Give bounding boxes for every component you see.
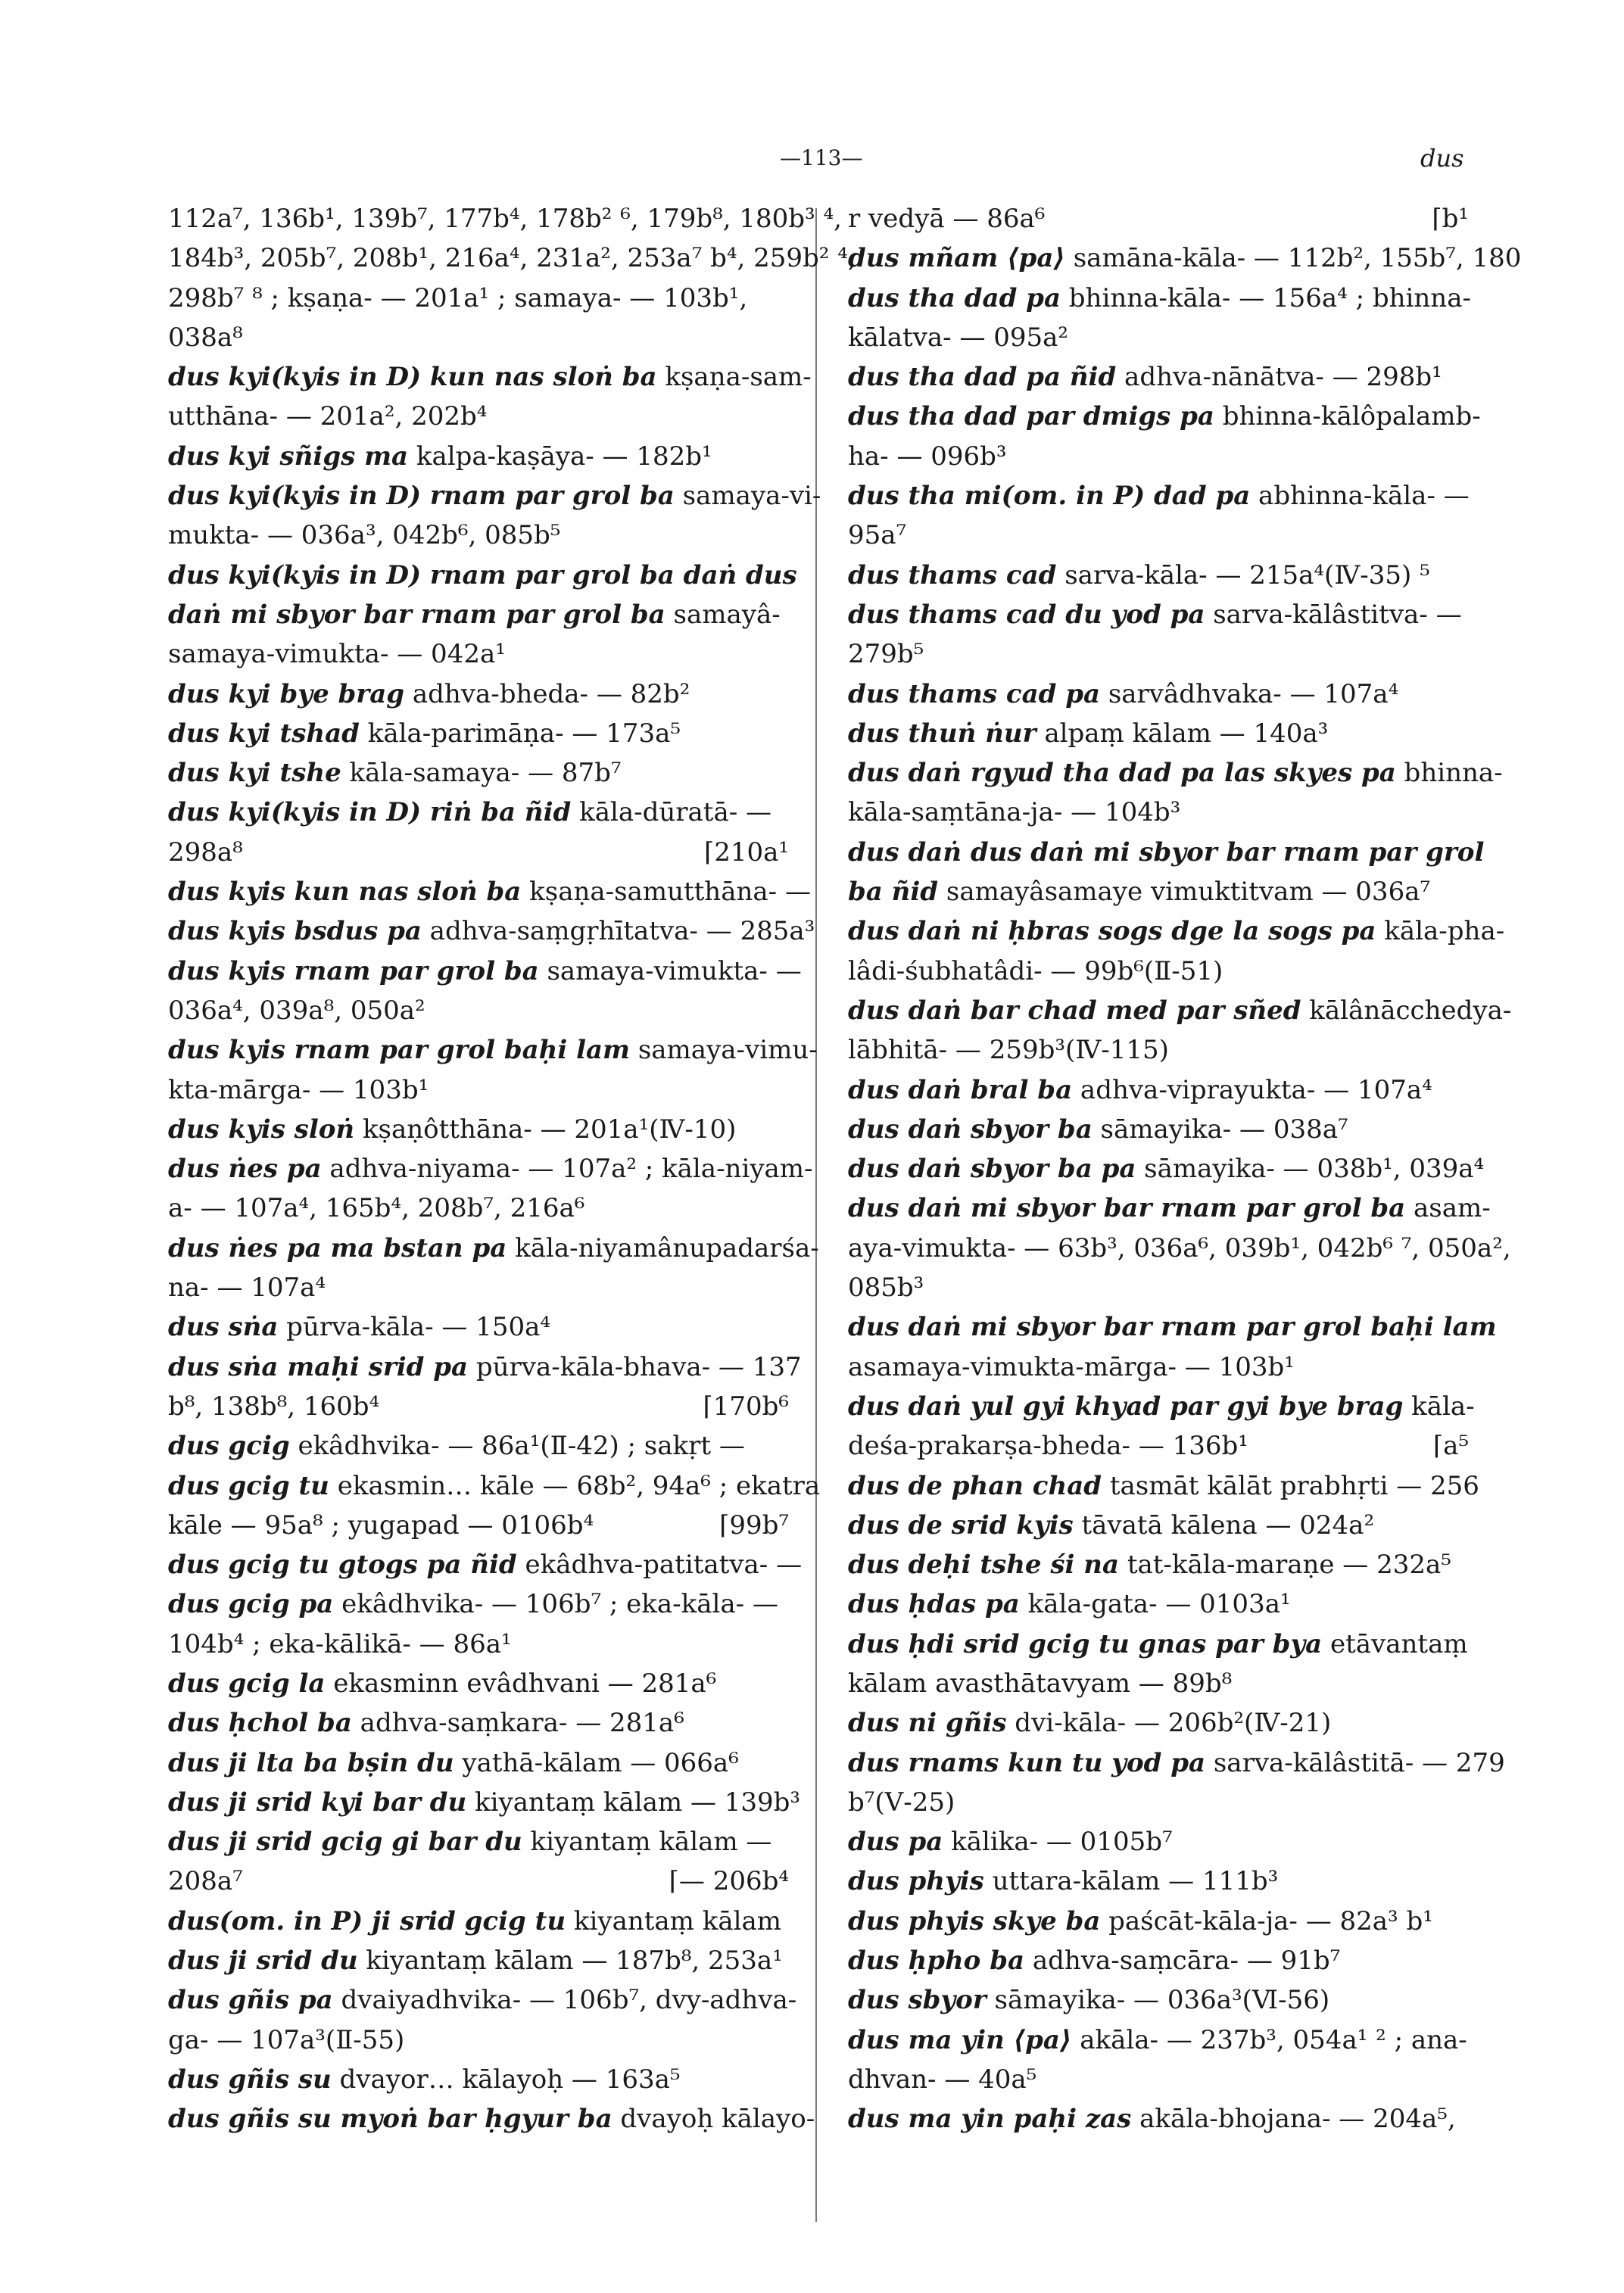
tibetan-headword: dus gcig la [168, 1668, 326, 1699]
tibetan-headword: dus thuṅ ṅur [848, 718, 1036, 749]
dictionary-line [848, 675, 1469, 714]
dictionary-line [168, 1347, 802, 1387]
tibetan-headword: dus gcig [168, 1431, 290, 1462]
dictionary-line [168, 675, 789, 714]
tibetan-headword: dus gcig tu [168, 1470, 329, 1501]
dictionary-line [168, 1941, 789, 1980]
sanskrit-equivalent: kālânācchedya- [1301, 995, 1512, 1026]
tibetan-headword: dus de phan chad [848, 1470, 1102, 1501]
sanskrit-equivalent: sarva-kālâstitā- — 279 [1205, 1747, 1505, 1778]
dictionary-line [168, 357, 812, 397]
sanskrit-equivalent: ekâdhva-patitatva- — [516, 1550, 803, 1581]
dictionary-line [848, 199, 1469, 238]
sanskrit-equivalent: akāla-bhojana- — 204a⁵, [1131, 2104, 1456, 2135]
sanskrit-equivalent: kālam avasthātavyam — 89b⁸ [848, 1668, 1233, 1699]
dictionary-line [848, 1625, 1469, 1664]
sanskrit-equivalent: dvi-kāla- — 206b²(Ⅳ-21) [1006, 1708, 1332, 1739]
left-column [168, 199, 856, 2139]
sanskrit-equivalent: kiyantaṃ kālam — 187b⁸, 253a¹ [357, 1946, 783, 1977]
sanskrit-equivalent: abhinna-kāla- — [1250, 481, 1470, 512]
dictionary-line [168, 1030, 818, 1070]
sanskrit-equivalent: sāmayika- — 038b¹, 039a⁴ [1136, 1154, 1485, 1185]
dictionary-line [168, 952, 802, 991]
tibetan-headword: dus ji lta ba bṣin du [168, 1747, 454, 1778]
tibetan-headword: dus de srid kyis [848, 1509, 1074, 1541]
tibetan-headword: dus tha dad pa [848, 282, 1061, 313]
sanskrit-equivalent: adhva-saṃcāra- — 91b⁷ [1024, 1946, 1341, 1977]
dictionary-line [168, 279, 789, 318]
dictionary-line [848, 2099, 1469, 2139]
tibetan-headword: dus gcig tu gtogs pa ñid [168, 1550, 517, 1581]
dictionary-line [848, 1030, 1469, 1070]
tibetan-headword: dus rnams kun tu yod pa [848, 1747, 1206, 1778]
dictionary-line [168, 437, 789, 476]
dictionary-line [168, 1703, 789, 1743]
sanskrit-equivalent: 279b⁵ [848, 639, 924, 670]
tibetan-headword: dus sṅa maḥi srid pa [168, 1351, 469, 1382]
sanskrit-equivalent: adhva-saṃgṛhītatva- — 285a³ [421, 916, 815, 947]
dictionary-line [848, 1862, 1469, 1901]
sanskrit-equivalent: ga- — 107a³(Ⅱ-55) [168, 2024, 405, 2055]
sanskrit-equivalent: 298a⁸ [168, 837, 243, 868]
sanskrit-equivalent: kta-mārga- — 103b¹ [168, 1074, 429, 1105]
dictionary-line [848, 1902, 1469, 1941]
dictionary-line [168, 238, 856, 278]
dictionary-line [848, 1822, 1469, 1862]
dictionary-line [168, 1625, 789, 1664]
sanskrit-equivalent: 085b³ [848, 1273, 924, 1304]
tibetan-headword: dus kyis rnam par grol ba [168, 955, 539, 986]
dictionary-line [848, 1347, 1469, 1387]
sanskrit-equivalent: adhva-saṃkara- — 281a⁶ [351, 1708, 684, 1739]
dictionary-line [848, 238, 1522, 278]
tibetan-headword: dus ji srid kyi bar du [168, 1787, 467, 1818]
tibetan-headword: dus tha mi(om. in P) dad pa [848, 481, 1251, 512]
sanskrit-equivalent: kāla-pha- [1376, 916, 1505, 947]
dictionary-line [848, 397, 1481, 436]
sanskrit-equivalent: kāla-gata- — 0103a¹ [1019, 1589, 1291, 1620]
tibetan-headword: dus daṅ bral ba [848, 1074, 1073, 1105]
sanskrit-equivalent: kāla- [1403, 1391, 1475, 1422]
sanskrit-equivalent: sarva-kāla- — 215a⁴(Ⅳ-35) ⁵ [1056, 559, 1430, 590]
tibetan-headword: dus kyi(kyis in D) kun nas sloṅ ba [168, 362, 657, 393]
sanskrit-equivalent: kāla-niyamânupadarśa- [507, 1232, 819, 1263]
dictionary-line [168, 476, 821, 516]
sanskrit-equivalent: bhinna-kālôpalamb- [1214, 401, 1481, 432]
dictionary-line [848, 753, 1503, 793]
dictionary-line [848, 1229, 1511, 1268]
sanskrit-equivalent: bhinna-kāla- — 156a⁴ ; bhinna- [1060, 282, 1471, 313]
dictionary-line [848, 2020, 1469, 2060]
sanskrit-equivalent: samaya-vimukta- — [538, 955, 802, 986]
sanskrit-equivalent: alpaṃ kālam — 140a³ [1036, 718, 1329, 749]
dictionary-line [848, 1307, 1497, 1347]
running-head: dus [1420, 144, 1464, 173]
tibetan-headword: dus ma yin ⟨pa⟩ [848, 2024, 1072, 2055]
sanskrit-equivalent: tat-kāla-maraṇe — 232a⁵ [1119, 1550, 1451, 1581]
sanskrit-equivalent: 95a⁷ [848, 520, 907, 551]
sanskrit-equivalent: 112a⁷, 136b¹, 139b⁷, 177b⁴, 178b² ⁶, 179b⁸, 180b³ ⁴, [168, 204, 842, 234]
dictionary-line [848, 1506, 1469, 1545]
dictionary-line [168, 1584, 789, 1624]
dictionary-line [848, 556, 1469, 595]
dictionary-line [168, 1070, 789, 1110]
sanskrit-equivalent: samayâ- [665, 599, 781, 630]
dictionary-line [168, 1545, 803, 1584]
sanskrit-equivalent: adhva-niyama- — 107a² ; kāla-niyam- [321, 1154, 813, 1185]
sanskrit-equivalent: kalpa-kaṣāya- — 182b¹ [408, 441, 712, 472]
sanskrit-equivalent: kālika- — 0105b⁷ [943, 1827, 1173, 1858]
tibetan-headword: dus ṅes pa [168, 1154, 322, 1185]
dictionary-line [168, 1980, 797, 2020]
tibetan-headword: dus kyis rnam par grol baḥi lam [168, 1035, 631, 1066]
tibetan-headword: dus deḥi tshe śi na [848, 1550, 1120, 1581]
tibetan-headword: dus kyi sñigs ma [168, 441, 409, 472]
sanskrit-equivalent: ekasmin… kāle — 68b², 94a⁶ ; ekatra [329, 1470, 821, 1501]
margin-reference: ⌈— 206b⁴ [669, 1866, 789, 1897]
tibetan-headword: dus thams cad du yod pa [848, 599, 1205, 630]
tibetan-headword: dus kyis bsdus pa [168, 916, 422, 947]
dictionary-line [168, 1664, 789, 1703]
tibetan-headword: ba ñid [848, 877, 939, 908]
sanskrit-equivalent: uttara-kālam — 111b³ [983, 1866, 1279, 1897]
sanskrit-equivalent: kiyantaṃ kālam [566, 1905, 781, 1936]
sanskrit-equivalent: asamaya-vimukta-mārga- — 103b¹ [848, 1351, 1295, 1382]
dictionary-line [848, 1664, 1469, 1703]
sanskrit-equivalent: kṣaṇa-samutthāna- — [521, 877, 811, 908]
sanskrit-equivalent: samaya-vimu- [630, 1035, 818, 1066]
tibetan-headword: dus ji srid gcig gi bar du [168, 1827, 522, 1858]
sanskrit-equivalent: asam- [1405, 1193, 1491, 1224]
dictionary-line [168, 872, 811, 911]
dictionary-line [168, 1110, 789, 1149]
dictionary-line [848, 318, 1469, 357]
tibetan-headword: dus thams cad pa [848, 678, 1101, 709]
right-column [848, 199, 1522, 2139]
dictionary-line [848, 2060, 1469, 2099]
dictionary-line [848, 1149, 1485, 1189]
tibetan-headword: dus kyi bye brag [168, 678, 405, 709]
sanskrit-equivalent: samaya-vimukta- — 042a¹ [168, 639, 506, 670]
sanskrit-equivalent: kiyantaṃ kālam — 139b³ [466, 1787, 801, 1818]
dictionary-line [848, 1584, 1469, 1624]
sanskrit-equivalent: samayâsamaye vimuktitvam — 036a⁷ [938, 877, 1431, 908]
dictionary-line [848, 357, 1469, 397]
dictionary-line [848, 1110, 1469, 1149]
tibetan-headword: daṅ mi sbyor bar rnam par grol ba [168, 599, 665, 630]
sanskrit-equivalent: sāmayika- — 036a³(Ⅵ-56) [986, 1985, 1330, 2016]
sanskrit-equivalent: bhinna- [1395, 758, 1503, 789]
tibetan-headword: dus sṅa [168, 1312, 279, 1343]
dictionary-line [168, 1902, 789, 1941]
tibetan-headword: dus phyis [848, 1866, 984, 1897]
tibetan-headword: dus ḥpho ba [848, 1946, 1025, 1977]
dictionary-line [848, 1070, 1469, 1110]
dictionary-line [168, 516, 789, 555]
dictionary-line [168, 556, 797, 595]
sanskrit-equivalent: sarvâdhvaka- — 107a⁴ [1100, 678, 1399, 709]
sanskrit-equivalent: tāvatā kālena — 024a² [1073, 1509, 1375, 1541]
tibetan-headword: dus thams cad [848, 559, 1057, 590]
sanskrit-equivalent: 184b³, 205b⁷, 208b¹, 216a⁴, 231a², 253a⁷ b⁴, 259b² ⁴, [168, 243, 856, 274]
sanskrit-equivalent: sarva-kālâstitva- — [1205, 599, 1462, 630]
sanskrit-equivalent: ekâdhvika- — 106b⁷ ; eka-kāla- — [333, 1589, 778, 1620]
dictionary-line [168, 1783, 801, 1822]
sanskrit-equivalent: samaya-vi- [674, 481, 821, 512]
dictionary-line [848, 437, 1469, 476]
dictionary-line [848, 1268, 1469, 1307]
sanskrit-equivalent: kṣaṇôtthāna- — 201a¹(Ⅳ-10) [354, 1114, 737, 1145]
dictionary-line [848, 1426, 1469, 1466]
sanskrit-equivalent: tasmāt kālāt prabhṛti — 256 [1102, 1470, 1479, 1501]
margin-reference: ⌈99b⁷ [719, 1509, 789, 1541]
sanskrit-equivalent: r vedyā — 86a⁶ [848, 204, 1046, 234]
tibetan-headword: dus kyi(kyis in D) rnam par grol ba daṅ dus [168, 559, 797, 590]
sanskrit-equivalent: 104b⁴ ; eka-kālikā- — 86a¹ [168, 1628, 512, 1659]
tibetan-headword: dus daṅ ni ḥbras sogs dge la sogs pa [848, 916, 1376, 947]
margin-reference: ⌈210a¹ [703, 837, 789, 868]
sanskrit-equivalent: pūrva-kāla- — 150a⁴ [278, 1312, 550, 1343]
margin-reference: ⌈a⁵ [1432, 1431, 1469, 1462]
tibetan-headword: dus ji srid du [168, 1946, 358, 1977]
dictionary-line [848, 1783, 1469, 1822]
sanskrit-equivalent: adhva-nānātva- — 298b¹ [1116, 362, 1442, 393]
tibetan-headword: dus kyi tshad [168, 718, 360, 749]
dictionary-line [168, 634, 789, 674]
tibetan-headword: dus ḥchol ba [168, 1708, 352, 1739]
sanskrit-equivalent: adhva-viprayukta- — 107a⁴ [1072, 1074, 1432, 1105]
dictionary-line [168, 1307, 789, 1347]
tibetan-headword: dus daṅ mi sbyor bar rnam par grol baḥi lam [848, 1312, 1497, 1343]
sanskrit-equivalent: lâdi-śubhatâdi- — 99b⁶(Ⅱ-51) [848, 955, 1223, 986]
dictionary-line [848, 595, 1469, 634]
sanskrit-equivalent: dvayoḥ kālayo- [612, 2104, 815, 2135]
dictionary-line [168, 397, 789, 436]
tibetan-headword: dus daṅ rgyud tha dad pa las skyes pa [848, 758, 1396, 789]
dictionary-line [168, 1229, 819, 1268]
dictionary-line [168, 2060, 789, 2099]
dictionary-line [168, 1268, 789, 1307]
sanskrit-equivalent: akāla- — 237b³, 054a¹ ² ; ana- [1071, 2024, 1467, 2055]
tibetan-headword: dus daṅ yul gyi khyad par gyi bye brag [848, 1391, 1404, 1422]
tibetan-headword: dus gñis pa [168, 1985, 333, 2016]
tibetan-headword: dus daṅ bar chad med par sñed [848, 995, 1301, 1026]
dictionary-line [168, 2099, 815, 2139]
dictionary-line [848, 952, 1469, 991]
tibetan-headword: dus ḥdas pa [848, 1589, 1020, 1620]
sanskrit-equivalent: b⁸, 138b⁸, 160b⁴ [168, 1391, 380, 1422]
sanskrit-equivalent: 208a⁷ [168, 1866, 243, 1897]
sanskrit-equivalent: utthāna- — 201a², 202b⁴ [168, 401, 488, 432]
sanskrit-equivalent: kāle — 95a⁸ ; yugapad — 0106b⁴ [168, 1509, 594, 1541]
tibetan-headword: dus kyis kun nas sloṅ ba [168, 877, 522, 908]
sanskrit-equivalent: kāla-samaya- — 87b⁷ [341, 758, 622, 789]
dictionary-line [848, 1545, 1469, 1584]
tibetan-headword: dus kyi(kyis in D) rnam par grol ba [168, 481, 675, 512]
tibetan-headword: dus daṅ dus daṅ mi sbyor bar rnam par grol [848, 837, 1485, 868]
sanskrit-equivalent: 038a⁸ [168, 322, 243, 353]
sanskrit-equivalent: yathā-kālam — 066a⁶ [454, 1747, 739, 1778]
dictionary-line [168, 1822, 789, 1862]
tibetan-headword: dus gñis su myoṅ bar ḥgyur ba [168, 2104, 613, 2135]
dictionary-line [168, 1149, 813, 1189]
dictionary-line [168, 199, 842, 238]
sanskrit-equivalent: kāla-dūratā- — [571, 797, 772, 828]
sanskrit-equivalent: ekasminn evâdhvani — 281a⁶ [325, 1668, 717, 1699]
dictionary-line [848, 991, 1512, 1030]
dictionary-line [168, 753, 789, 793]
tibetan-headword: dus daṅ sbyor ba [848, 1114, 1093, 1145]
sanskrit-equivalent: a- — 107a⁴, 165b⁴, 208b⁷, 216a⁶ [168, 1193, 585, 1224]
tibetan-headword: dus mñam ⟨pa⟩ [848, 243, 1065, 274]
tibetan-headword: dus daṅ mi sbyor bar rnam par grol ba [848, 1193, 1406, 1224]
dictionary-line [168, 833, 789, 872]
sanskrit-equivalent: kāla-parimāṇa- — 173a⁵ [359, 718, 681, 749]
dictionary-line [848, 793, 1469, 832]
sanskrit-equivalent: ha- — 096b³ [848, 441, 1007, 472]
sanskrit-equivalent: pūrva-kāla-bhava- — 137 [468, 1351, 802, 1382]
dictionary-line [848, 1941, 1469, 1980]
dictionary-line [848, 634, 1469, 674]
sanskrit-equivalent: b⁷(Ⅴ-25) [848, 1787, 955, 1818]
tibetan-headword: dus kyi(kyis in D) riṅ ba ñid [168, 797, 572, 828]
dictionary-line [848, 911, 1505, 951]
tibetan-headword: dus sbyor [848, 1985, 987, 2016]
tibetan-headword: dus(om. in P) ji srid gcig tu [168, 1905, 566, 1936]
sanskrit-equivalent: paścāt-kāla-ja- — 82a³ b¹ [1100, 1905, 1433, 1936]
sanskrit-equivalent: kāla-saṃtāna-ja- — 104b³ [848, 797, 1181, 828]
sanskrit-equivalent: 036a⁴, 039a⁸, 050a² [168, 995, 425, 1026]
margin-reference: ⌈170b⁶ [703, 1391, 789, 1422]
sanskrit-equivalent: ekâdhvika- — 86a¹(Ⅱ-42) ; sakṛt — [289, 1431, 745, 1462]
dictionary-line [168, 1506, 789, 1545]
tibetan-headword: dus kyis sloṅ [168, 1114, 355, 1145]
dictionary-line [168, 1862, 789, 1901]
dictionary-line [848, 1466, 1479, 1506]
sanskrit-equivalent: sāmayika- — 038a⁷ [1092, 1114, 1348, 1145]
tibetan-headword: dus kyi tshe [168, 758, 341, 789]
dictionary-line [848, 516, 1469, 555]
sanskrit-equivalent: 298b⁷ ⁸ ; kṣaṇa- — 201a¹ ; samaya- — 103b¹, [168, 282, 748, 313]
dictionary-line [168, 595, 789, 634]
dictionary-line [848, 1387, 1475, 1426]
dictionary-line [168, 1466, 821, 1506]
dictionary-line [168, 318, 789, 357]
sanskrit-equivalent: dvayor… kālayoḥ — 163a⁵ [331, 2064, 681, 2095]
tibetan-headword: dus ni gñis [848, 1708, 1007, 1739]
tibetan-headword: dus phyis skye ba [848, 1905, 1101, 1936]
dictionary-line [848, 1703, 1469, 1743]
margin-reference: ⌈b¹ [1432, 204, 1469, 234]
sanskrit-equivalent: samāna-kāla- — 112b², 155b⁷, 180 [1064, 243, 1522, 274]
page-number: —113— [780, 145, 863, 170]
tibetan-headword: dus tha dad pa ñid [848, 362, 1117, 393]
sanskrit-equivalent: kiyantaṃ kālam — [522, 1827, 772, 1858]
dictionary-line [848, 1743, 1505, 1783]
sanskrit-equivalent: kṣaṇa-sam- [656, 362, 812, 393]
dictionary-line [848, 279, 1469, 318]
sanskrit-equivalent: kālatva- — 095a² [848, 322, 1069, 353]
tibetan-headword: dus ma yin paḥi zas [848, 2104, 1132, 2135]
dictionary-line [168, 1426, 789, 1466]
tibetan-headword: dus ḥdi srid gcig tu gnas par bya [848, 1628, 1323, 1659]
dictionary-line [848, 714, 1469, 753]
dictionary-line [168, 2020, 789, 2060]
tibetan-headword: dus pa [848, 1827, 943, 1858]
dictionary-line [168, 1387, 789, 1426]
sanskrit-equivalent: dhvan- — 40a⁵ [848, 2064, 1037, 2095]
dictionary-line [168, 1189, 789, 1228]
tibetan-headword: dus ṅes pa ma bstan pa [168, 1232, 507, 1263]
dictionary-line [848, 476, 1469, 516]
tibetan-headword: dus tha dad par dmigs pa [848, 401, 1214, 432]
tibetan-headword: dus gñis su [168, 2064, 332, 2095]
tibetan-headword: dus gcig pa [168, 1589, 334, 1620]
dictionary-line [848, 1189, 1491, 1228]
tibetan-headword: dus daṅ sbyor ba pa [848, 1154, 1136, 1185]
sanskrit-equivalent: na- — 107a⁴ [168, 1273, 326, 1304]
sanskrit-equivalent: etāvantaṃ [1322, 1628, 1468, 1659]
dictionary-line [848, 1980, 1469, 2020]
sanskrit-equivalent: mukta- — 036a³, 042b⁶, 085b⁵ [168, 520, 561, 551]
sanskrit-equivalent: dvaiyadhvika- — 106b⁷, dvy-adhva- [332, 1985, 797, 2016]
sanskrit-equivalent: deśa-prakarṣa-bheda- — 136b¹ [848, 1431, 1248, 1462]
dictionary-line [168, 911, 815, 951]
dictionary-line [848, 833, 1485, 872]
sanskrit-equivalent: aya-vimukta- — 63b³, 036a⁶, 039b¹, 042b⁶ ⁷, 050a², [848, 1232, 1511, 1263]
sanskrit-equivalent: lābhitā- — 259b³(Ⅳ-115) [848, 1035, 1169, 1066]
sanskrit-equivalent: adhva-bheda- — 82b² [404, 678, 690, 709]
dictionary-line [168, 714, 789, 753]
dictionary-line [848, 872, 1469, 911]
dictionary-line [168, 1743, 789, 1783]
dictionary-line [168, 991, 789, 1030]
dictionary-line [168, 793, 789, 832]
